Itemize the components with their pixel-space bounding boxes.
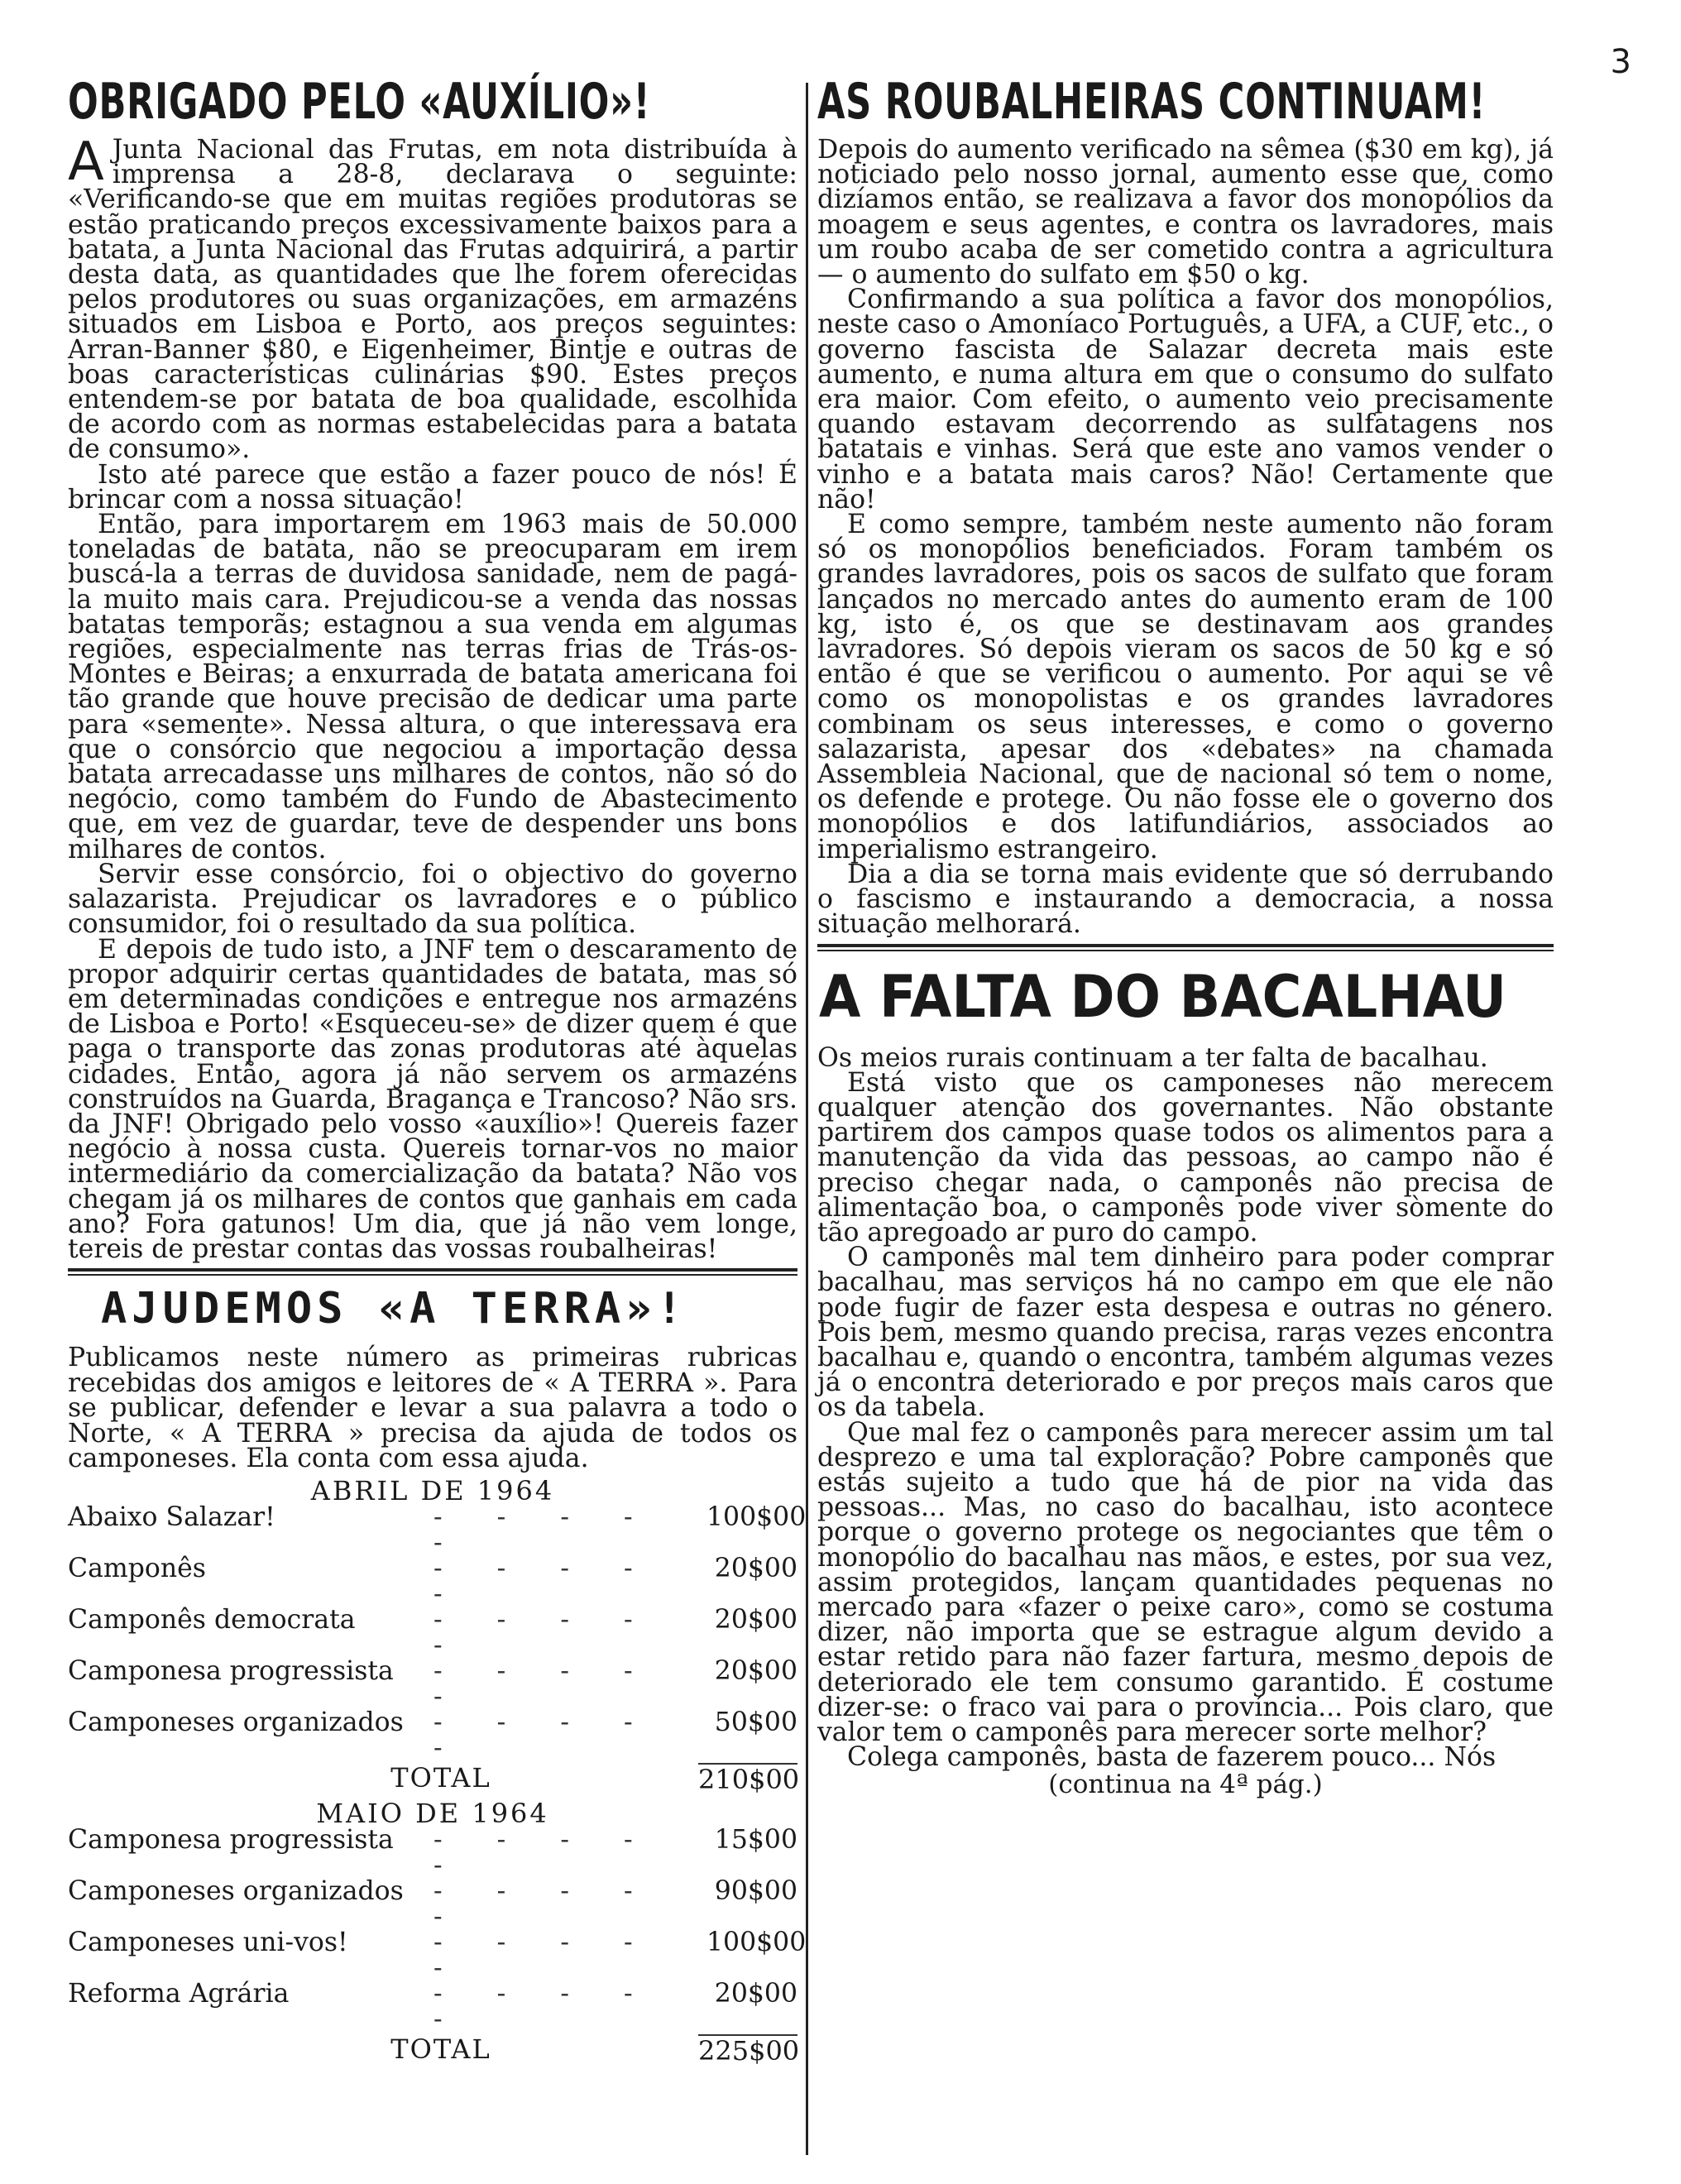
contribution-row bbox=[68, 1707, 797, 1763]
column-divider bbox=[806, 83, 808, 2155]
contribution-row bbox=[68, 1824, 797, 1880]
contribution-amount: 100$00 bbox=[706, 1502, 807, 1532]
contribution-amount: 15$00 bbox=[714, 1824, 797, 1855]
paragraph: Que mal fez o camponês para merecer assim um tal desprezo e uma tal exploração? Pobre camponês que estás sujeito a tudo que há de pior na vida das pessoas... Mas, no caso do bacalhau, isto acontece porque o governo protege os negociantes que têm o monopólio do bacalhau nas mãos, e estes, por sua vez, assim protegidos, lançam quantidades pequenas no mercado para «fazer o peixe caro», como se costuma dizer, não importa que se estrague algum devido a estar retido para não fazer fartura, mesmo depois de deteriorado ele tem consumo garantido. É costume dizer-se: o fraco vai para o província... Pois claro, que valor tem o camponês para merecer sorte melhor? bbox=[817, 1417, 1554, 1747]
article-roubalheiras bbox=[817, 135, 1554, 940]
contribution-amount: 50$00 bbox=[714, 1707, 797, 1737]
contributor-name: Camponeses uni-vos! bbox=[68, 1927, 348, 1957]
contribution-row bbox=[68, 1553, 797, 1609]
article-bacalhau bbox=[817, 1042, 1554, 1773]
paragraph bbox=[68, 132, 797, 465]
contribution-amount: 20$00 bbox=[714, 1655, 797, 1686]
paragraph: Isto até parece que estão a fazer pouco de nós! É brincar com a nossa situação! bbox=[68, 459, 797, 515]
contribution-row bbox=[68, 1604, 797, 1660]
contributor-name: Abaixo Salazar! bbox=[68, 1502, 275, 1532]
continuation-note: (continua na 4ª pág.) bbox=[1048, 1770, 1323, 1800]
contribution-amount: 90$00 bbox=[714, 1875, 797, 1906]
paragraph: O camponês mal tem dinheiro para poder comprar bacalhau, mas serviços há no campo em que ele não pode fugir de fazer esta despesa e outras no género. Pois bem, mesmo quando precisa, raras vezes encontra bacalhau e, quando o encontra, também algumas vezes já o encontra deteriorado e por preços mais caros que os da tabela. bbox=[817, 1243, 1554, 1423]
contribution-amount: 100$00 bbox=[706, 1927, 807, 1957]
contribution-amount: 20$00 bbox=[714, 1604, 797, 1635]
total-amount: 210$00 bbox=[698, 1763, 800, 1795]
paragraph: E como sempre, também neste aumento não foram só os monopólios beneficiados. Foram também os grandes lavradores, pois os sacos de sulfato que foram lançados no mercado antes do aumento eram de 100 kg, isto é, os que se destinavam aos grandes lavradores. Só depois vieram os sacos de 50 kg e só então é que se verificou o aumento. Por aqui se vê como os monopolistas e os grandes lavradores combinam os seus interesses, e como o governo salazarista, apesar dos «debates» na chamada Assembleia Nacional, que de nacional só tem o nome, os defende e protege. Ou não fosse ele o governo dos monopólios e dos latifundiários, associados ao imperialismo estrangeiro. bbox=[817, 510, 1554, 864]
headline-bacalhau: A FALTA DO BACALHAU bbox=[819, 962, 1506, 1031]
contributor-name: Camponeses organizados bbox=[68, 1875, 404, 1906]
contributions-april bbox=[68, 1502, 807, 1763]
paragraph-text: Junta Nacional das Frutas, em nota distribuída à imprensa a 28-8, declarava o seguinte: «Verificando-se que em muitas regiões produtoras se estão praticando preços excessivamente baixos para a batata, a Junta Nacional das Frutas adquirirá, a partir desta data, as quantidades que lhe forem oferecidas pelos produtores ou suas organizações, em armazéns situados em Lisboa e Porto, aos preços seguintes: Arran-Banner $80, e Eigenheimer, Bintje e outras de boas características culinárias $90. Estes preços entendem-se por batata de boa qualidade, escolhida de acordo com as normas estabelecidas para a batata de consumo». bbox=[68, 135, 797, 465]
paragraph: Depois do aumento verificado na sêmea ($30 em kg), já noticiado pelo nosso jornal, aumento esse que, como dizíamos então, se realizava a favor dos monopólios da moagem e seus agentes, e contra os lavradores, mais um roubo acaba de ser cometido contra a agricultura — o aumento do sulfato em $50 o kg. bbox=[817, 135, 1554, 290]
month-heading-may: MAIO DE 1964 bbox=[316, 1797, 549, 1829]
headline-roubalheiras: AS ROUBALHEIRAS CONTINUAM! bbox=[817, 73, 1487, 131]
paragraph: E depois de tudo isto, a JNF tem o descaramento de propor adquirir certas quantidades de batata, mas só em determinadas condições e entregue nos armazéns de Lisboa e Porto! «Esqueceu-se» de dizer quem é que paga o transporte das zonas produtoras até àquelas cidades. Então, agora já não servem os armazéns construídos na Guarda, Bragança e Trancoso? Não srs. da JNF! Obrigado pelo vosso «auxílio»! Quereis fazer negócio à nossa custa. Quereis tornar-vos no maior intermediário da comercialização da batata? Não vos chegam já os milhares de contos que ganhais em cada ano? Fora gatunos! Um dia, que já não vem longe, tereis de prestar contas das vossas roubalheiras! bbox=[68, 934, 797, 1264]
section-divider bbox=[68, 1268, 797, 1276]
contribution-row bbox=[68, 1978, 797, 2034]
paragraph: Os meios rurais continuam a ter falta de bacalhau. bbox=[817, 1042, 1488, 1073]
contributor-name: Camponês democrata bbox=[68, 1604, 356, 1635]
contributor-name: Camponês bbox=[68, 1553, 206, 1583]
contribution-row bbox=[68, 1875, 797, 1932]
total-row-april bbox=[68, 1761, 800, 1795]
contributor-name: Camponesa progressista bbox=[68, 1655, 394, 1686]
paragraph: Está visto que os camponeses não merecem qualquer atenção dos governantes. Não obstante partirem dos campos quase todos os alimentos para a manutenção da vida das pessoas, ao campo não é preciso chegar nada, o camponês não precisa de alimentação boa, o camponês pode viver sòmente do tão apregoado ar puro do campo. bbox=[817, 1067, 1554, 1248]
headline-obrigado: OBRIGADO PELO «AUXÍLIO»! bbox=[68, 73, 651, 131]
section-divider bbox=[817, 944, 1554, 951]
contributions-may bbox=[68, 1824, 807, 2034]
paragraph: Confirmando a sua política a favor dos monopólios, neste caso o Amoníaco Português, a UFA, a CUF, etc., o governo fascista de Salazar decreta mais este aumento, e numa altura em que o consumo do sulfato era maior. Com efeito, o aumento veio precisamente quando estavam decorrendo as sulfatagens nos batatais e vinhas. Será que este ano vamos vender o vinho e a batata mais caros? Não! Certamente que não! bbox=[817, 285, 1554, 515]
total-amount: 225$00 bbox=[698, 2034, 800, 2067]
leader-dashes: - - - - - bbox=[433, 1502, 656, 1558]
paragraph: Então, para importarem em 1963 mais de 50.000 toneladas de batata, não se preocuparam em irem buscá-la a terras de duvidosa sanidade, nem de pagá-la muito mais cara. Prejudicou-se a venda das nossas batatas temporãs; estagnou a sua venda em algumas regiões, especialmente nas terras frias de Trás-os-Montes e Beiras; a enxurrada de batata americana foi tão grande que houve precisão de dedicar uma parte para «semente». Nessa altura, o que interessava era que o consórcio que negociou a importação dessa batata arrecadasse uns milhares de contos, não só do negócio, como também do Fundo de Abastecimento que, em vez de guardar, teve de despender uns bons milhares de contos. bbox=[68, 510, 797, 864]
right-column bbox=[817, 73, 1554, 1799]
left-column bbox=[68, 73, 807, 2069]
month-heading-april: ABRIL DE 1964 bbox=[310, 1474, 555, 1506]
contribution-row bbox=[68, 1655, 797, 1712]
contributor-name: Camponeses organizados bbox=[68, 1707, 404, 1737]
leader-dashes: - - - - - bbox=[433, 1978, 656, 2034]
leader-dashes: - - - - - bbox=[433, 1927, 656, 1983]
contribution-amount: 20$00 bbox=[714, 1978, 797, 2009]
contribution-amount: 20$00 bbox=[714, 1553, 797, 1583]
leader-dashes: - - - - - bbox=[433, 1655, 656, 1712]
paragraph: Servir esse consórcio, foi o objectivo do governo salazarista. Prejudicar os lavradores e o público consumidor, foi o resultado da sua política. bbox=[68, 859, 797, 940]
leader-dashes: - - - - - bbox=[433, 1707, 656, 1763]
paragraph: Colega camponês, basta de fazerem pouco... Nós bbox=[847, 1742, 1497, 1773]
contribution-row bbox=[68, 1927, 807, 1983]
leader-dashes: - - - - - bbox=[433, 1875, 656, 1932]
leader-dashes: - - - - - bbox=[433, 1604, 656, 1660]
leader-dashes: - - - - - bbox=[433, 1824, 656, 1880]
leader-dashes: - - - - - bbox=[433, 1553, 656, 1609]
paragraph: Dia a dia se torna mais evidente que só derrubando o fascismo e instaurando a democracia, a nossa situação melhorará. bbox=[817, 859, 1554, 940]
drop-cap: A bbox=[68, 132, 104, 193]
fund-intro: Publicamos neste número as primeiras rubricas recebidas dos amigos e leitores de « A TERRA ». Para se publicar, defender e levar a sua palavra a todo o Norte, « A TERRA » precisa da ajuda de todos os camponeses. Ela conta com essa ajuda. bbox=[68, 1343, 797, 1474]
headline-ajudemos: AJUDEMOS «A TERRA»! bbox=[101, 1284, 687, 1334]
page-number: 3 bbox=[1610, 43, 1631, 81]
total-row-may bbox=[68, 2033, 800, 2067]
contributor-name: Camponesa progressista bbox=[68, 1824, 394, 1855]
contributor-name: Reforma Agrária bbox=[68, 1978, 290, 2009]
contribution-row bbox=[68, 1502, 807, 1558]
fund-section bbox=[68, 1284, 807, 2067]
total-label: TOTAL bbox=[390, 1761, 491, 1794]
total-label: TOTAL bbox=[390, 2033, 491, 2065]
article-obrigado bbox=[68, 132, 797, 1264]
